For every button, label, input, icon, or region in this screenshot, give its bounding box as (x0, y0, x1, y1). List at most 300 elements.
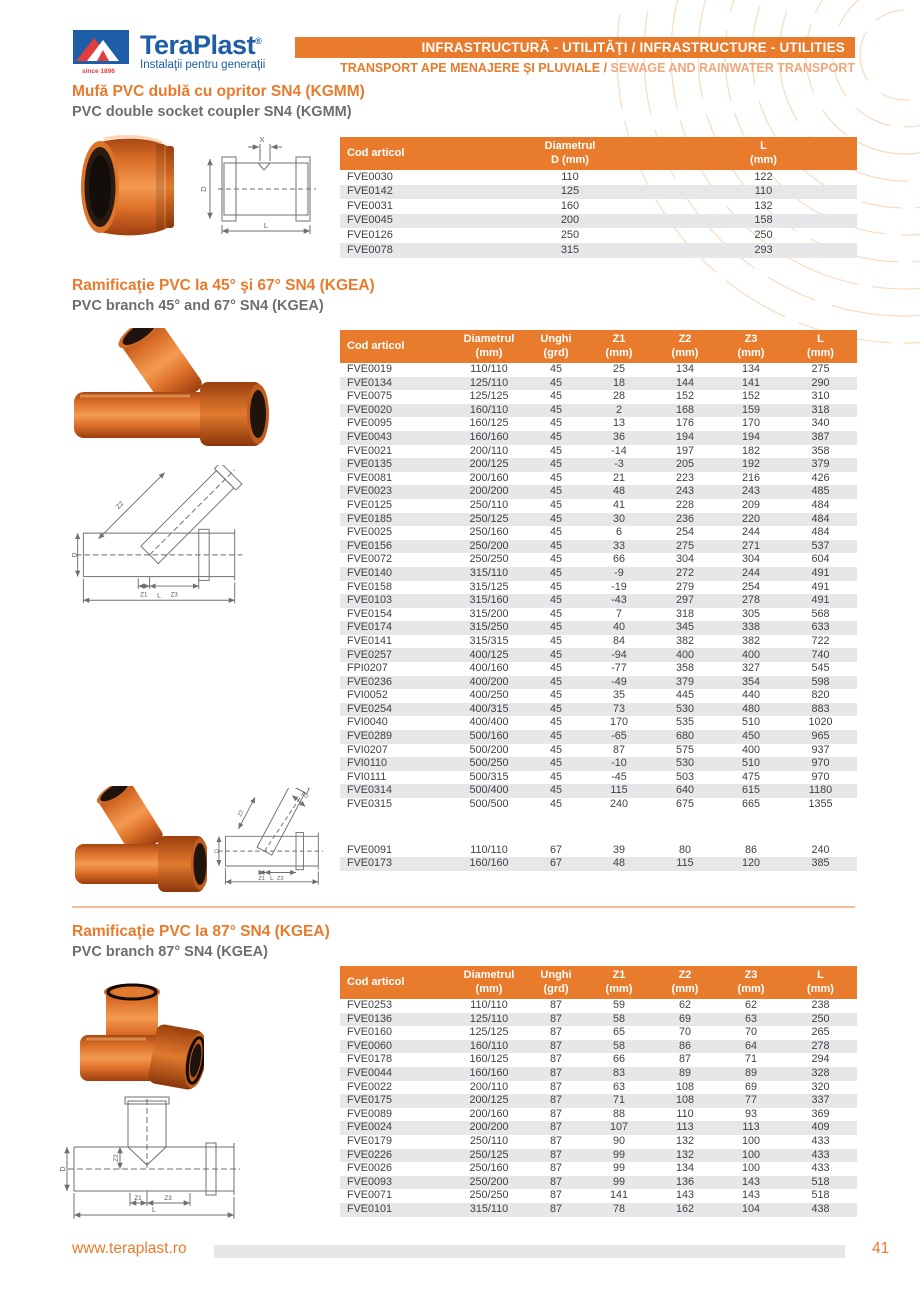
table-cell: 21 (612, 471, 625, 484)
table-row (340, 472, 857, 486)
table-cell: 87 (549, 1162, 562, 1175)
table-row (340, 1108, 857, 1122)
table-cell: 318 (811, 403, 830, 416)
table-cell: 110 (676, 1107, 694, 1120)
subbanner-en: SEWAGE AND RAINWATER TRANSPORT (610, 61, 855, 75)
table-row (340, 1094, 857, 1108)
table-cell: 45 (549, 634, 562, 647)
table-cell: 45 (549, 363, 562, 376)
table-cell: 84 (612, 634, 625, 647)
table-row (340, 199, 857, 214)
table-cell: 216 (741, 471, 760, 484)
table-cell: 293 (754, 243, 773, 256)
table-cell: 41 (612, 498, 625, 511)
table-cell: 45 (549, 662, 562, 675)
table-cell: 500/315 (469, 770, 509, 783)
table-cell: FVE0160 (347, 1026, 393, 1039)
header-subbanner (295, 61, 855, 75)
table-cell: 83 (612, 1067, 625, 1080)
table-cell: 45 (549, 716, 562, 729)
table-cell: 125/110 (469, 376, 509, 389)
column-header: Z3 (mm) (718, 330, 784, 363)
table-cell: 58 (612, 1039, 625, 1052)
table-cell: 45 (549, 580, 562, 593)
table-cell: 205 (675, 458, 694, 471)
table-cell: 475 (741, 770, 760, 783)
table-cell: 87 (549, 1012, 562, 1025)
table-cell: 125 (560, 185, 580, 198)
dimension-label: Z3 (276, 875, 284, 882)
logo-since: since 1896 (82, 68, 115, 75)
table-cell: 45 (549, 458, 562, 471)
table-cell: 265 (811, 1026, 830, 1039)
table-cell: 740 (811, 648, 830, 661)
table-row (340, 999, 857, 1013)
table-cell: 45 (549, 376, 562, 389)
table-cell: 87 (549, 1080, 562, 1093)
table-cell: -43 (611, 594, 627, 607)
table-cell: 400 (675, 648, 694, 661)
dimension-label: Z3 (170, 591, 178, 599)
table-cell: FVE0091 (347, 843, 393, 856)
table-cell: 484 (811, 512, 830, 525)
dimension-label: Z1 (134, 1195, 142, 1202)
table-cell: 99 (612, 1175, 625, 1188)
table-cell: 45 (549, 444, 562, 457)
table-cell: 400/250 (469, 689, 509, 702)
table-cell: 71 (612, 1094, 625, 1107)
table-cell: 100 (741, 1148, 760, 1161)
table-cell: 240 (609, 798, 628, 811)
table-cell: 170 (609, 716, 628, 729)
table-cell: 89 (678, 1067, 691, 1080)
table-cell: 78 (612, 1202, 625, 1215)
table-cell: 250 (754, 228, 773, 241)
table-cell: 484 (811, 498, 830, 511)
table-row (340, 214, 857, 229)
table-cell: 162 (675, 1202, 694, 1215)
table-cell: 491 (811, 566, 830, 579)
table-cell: 7 (615, 607, 622, 620)
table-cell: 503 (675, 770, 694, 783)
table-cell: 122 (754, 170, 773, 183)
table-cell: 433 (811, 1134, 830, 1147)
table-row (340, 499, 857, 513)
table-cell: 272 (675, 566, 694, 579)
table-cell: 182 (741, 444, 760, 457)
table-cell: FVE0185 (347, 512, 393, 525)
table-cell: 87 (549, 1175, 562, 1188)
table-cell: 158 (754, 214, 773, 227)
table-row (340, 784, 857, 798)
table-cell: 228 (675, 498, 694, 511)
table-cell: 134 (741, 363, 760, 376)
table-cell: 144 (675, 376, 694, 389)
column-header: Diametrul (mm) (452, 966, 526, 999)
table-cell: FVE0257 (347, 648, 393, 661)
table-cell: 108 (675, 1094, 694, 1107)
table-cell: FVE0135 (347, 458, 393, 471)
table-cell: FVE0154 (347, 607, 393, 620)
table-cell: 575 (675, 743, 694, 756)
table-cell: 400/400 (469, 716, 509, 729)
table-cell: 244 (741, 566, 760, 579)
table-cell: 87 (549, 1026, 562, 1039)
table-row (340, 1026, 857, 1040)
table-cell: -19 (611, 580, 627, 593)
table-cell: 500/200 (469, 743, 509, 756)
table-cell: FVE0026 (347, 1162, 393, 1175)
table-row (340, 431, 857, 445)
table-cell: 160/160 (469, 431, 509, 444)
branch45-diagram (67, 465, 252, 605)
table-cell: 387 (811, 431, 830, 444)
table-cell: 28 (612, 390, 625, 403)
table-row (340, 1013, 857, 1027)
table-row (340, 648, 857, 662)
table-cell: 275 (675, 539, 694, 552)
table-row (340, 1135, 857, 1149)
table-cell: 537 (811, 539, 830, 552)
table-cell: 120 (741, 857, 760, 870)
table-cell: 385 (811, 857, 830, 870)
table-cell: 160/125 (469, 1053, 509, 1066)
table-cell: 200/110 (469, 444, 509, 457)
table-cell: 722 (811, 634, 830, 647)
table-cell: FVI0110 (347, 757, 388, 770)
table-cell: 491 (811, 594, 830, 607)
table-cell: 67 (549, 857, 562, 870)
logo (72, 28, 265, 76)
table-cell: 633 (811, 621, 830, 634)
table-cell: 438 (811, 1202, 830, 1215)
table-cell: 615 (741, 784, 760, 797)
table-cell: 305 (741, 607, 760, 620)
table-cell: 170 (741, 417, 760, 430)
table-cell: 45 (549, 675, 562, 688)
table-cell: 35 (612, 689, 625, 702)
table-cell: 132 (675, 1134, 694, 1147)
table-cell: 250/125 (469, 512, 509, 525)
table-gap (340, 812, 857, 844)
table-cell: 70 (678, 1026, 691, 1039)
table-cell: FVE0103 (347, 594, 393, 607)
table-cell: 90 (612, 1134, 625, 1147)
table-cell: FVE0023 (347, 485, 393, 498)
table-cell: 104 (741, 1202, 760, 1215)
table-cell: 6 (615, 526, 622, 539)
table-cell: 86 (678, 1039, 691, 1052)
table-cell: 66 (612, 553, 625, 566)
table-cell: 200/200 (469, 1121, 509, 1134)
column-header: Z3 (mm) (718, 966, 784, 999)
table-cell: 89 (744, 1067, 757, 1080)
table-cell: FVE0226 (347, 1148, 393, 1161)
table-cell: 134 (675, 1162, 694, 1175)
table-cell: 238 (811, 999, 830, 1012)
table-row (340, 377, 857, 391)
table-cell: 1355 (808, 798, 833, 811)
table-cell: 45 (549, 498, 562, 511)
table-cell: 197 (675, 444, 694, 457)
table-cell: 279 (675, 580, 694, 593)
table-cell: 160/160 (469, 1067, 509, 1080)
table-cell: 143 (675, 1189, 694, 1202)
table-cell: 45 (549, 471, 562, 484)
table-row (340, 243, 857, 258)
column-header: Diametrul D (mm) (470, 137, 670, 170)
table-cell: 99 (612, 1162, 625, 1175)
table-cell: 93 (744, 1107, 757, 1120)
table-cell: 132 (754, 199, 773, 212)
footer-website: www.teraplast.ro (72, 1240, 187, 1257)
section-title-en: PVC double socket coupler SN4 (KGMM) (72, 104, 352, 120)
table-cell: 87 (678, 1053, 691, 1066)
table-row (340, 1121, 857, 1135)
column-header: Z1 (mm) (586, 966, 652, 999)
table-cell: 160/125 (469, 417, 509, 430)
table-cell: 271 (741, 539, 760, 552)
column-header: Cod articol (340, 137, 470, 170)
table-cell: -10 (611, 757, 627, 770)
branch67-diagram (210, 788, 330, 892)
header-row (340, 330, 857, 363)
table-cell: FVI0111 (347, 770, 387, 783)
dimension-label: L (270, 875, 274, 882)
table-cell: 530 (675, 757, 694, 770)
table-cell: 88 (612, 1107, 625, 1120)
table-cell: FVE0141 (347, 634, 393, 647)
table-cell: 400 (741, 648, 760, 661)
table-cell: 100 (741, 1134, 760, 1147)
table-cell: 568 (811, 607, 830, 620)
table-cell: 45 (549, 594, 562, 607)
table-cell: 45 (549, 403, 562, 416)
table-cell: 45 (549, 512, 562, 525)
table-cell: 13 (612, 417, 625, 430)
table-cell: 250/110 (469, 498, 509, 511)
table-cell: FVE0095 (347, 417, 393, 430)
table-cell: 400/315 (469, 702, 509, 715)
table-cell: 310 (811, 390, 830, 403)
table-cell: 315 (560, 243, 580, 256)
table-row (340, 1067, 857, 1081)
table-cell: 250/250 (469, 553, 509, 566)
brand-name: TeraPlast® (140, 30, 262, 60)
table-row (340, 553, 857, 567)
table-cell: FVE0136 (347, 1012, 393, 1025)
table-cell: 136 (675, 1175, 694, 1188)
table-cell: 379 (811, 458, 830, 471)
table-cell: 200 (560, 214, 580, 227)
table-cell: 250 (560, 228, 580, 241)
table-cell: 143 (741, 1175, 760, 1188)
table-cell: 400/160 (469, 662, 509, 675)
table-row (340, 404, 857, 418)
table-cell: 369 (811, 1107, 830, 1120)
table-cell: 87 (549, 1202, 562, 1215)
table-cell: 69 (678, 1012, 691, 1025)
table-cell: 604 (811, 553, 830, 566)
table-cell: 320 (811, 1080, 830, 1093)
table-cell: 970 (811, 770, 830, 783)
table-cell: 304 (675, 553, 694, 566)
table-cell: 1020 (808, 716, 833, 729)
table-cell: 33 (612, 539, 625, 552)
table-cell: 36 (612, 431, 625, 444)
table-cell: FVE0071 (347, 1189, 393, 1202)
table-cell: 500/500 (469, 798, 509, 811)
table-cell: 45 (549, 757, 562, 770)
table-cell: 820 (811, 689, 830, 702)
table-cell: 125/125 (469, 390, 509, 403)
table-cell: 30 (612, 512, 625, 525)
table-cell: 433 (811, 1148, 830, 1161)
header-row (340, 966, 857, 999)
table-cell: 315/315 (469, 634, 509, 647)
table-cell: 297 (675, 594, 694, 607)
dimension-label: Z1 (258, 875, 265, 882)
dimension-label: L (263, 221, 269, 230)
table-cell: FVE0045 (347, 214, 393, 227)
table-cell: 194 (741, 431, 760, 444)
table-cell: 192 (741, 458, 760, 471)
table-cell: FVE0020 (347, 403, 393, 416)
table-cell: 304 (741, 553, 760, 566)
table-cell: 176 (675, 417, 694, 430)
table-row (340, 703, 857, 717)
table-cell: 970 (811, 757, 830, 770)
table-cell: 87 (549, 999, 562, 1012)
brand-tagline: Instalaţii pentru generaţii (140, 59, 266, 71)
table-cell: 250/125 (469, 1148, 509, 1161)
table-row (340, 798, 857, 812)
table-cell: 45 (549, 784, 562, 797)
table-cell: FVE0158 (347, 580, 393, 593)
table-cell: 65 (612, 1026, 625, 1039)
table-cell: 113 (742, 1121, 760, 1134)
table-row (340, 1189, 857, 1203)
table-cell: 168 (675, 403, 694, 416)
table-cell: 45 (549, 770, 562, 783)
table-cell: 2 (615, 403, 622, 416)
table-cell: FVE0044 (347, 1067, 393, 1080)
table-cell: 937 (811, 743, 830, 756)
table-cell: 58 (612, 1012, 625, 1025)
table-cell: 327 (741, 662, 760, 675)
table-row (340, 757, 857, 771)
table-cell: 45 (549, 485, 562, 498)
table-cell: 220 (741, 512, 760, 525)
table-cell: 250/200 (469, 1175, 509, 1188)
table-cell: FVE0174 (347, 621, 393, 634)
table-cell: 45 (549, 390, 562, 403)
table-cell: 315/110 (469, 1202, 509, 1215)
table-cell: 87 (612, 743, 625, 756)
branch87-photo (76, 983, 204, 1095)
table-cell: FVE0022 (347, 1080, 393, 1093)
coupler-table (340, 137, 857, 258)
table-cell: 45 (549, 689, 562, 702)
table-cell: 275 (811, 363, 830, 376)
table-cell: FVE0021 (347, 444, 393, 457)
subbanner-ro: TRANSPORT APE MENAJERE ŞI PLUVIALE / (340, 61, 608, 75)
table-cell: 80 (678, 843, 691, 856)
table-cell: 209 (741, 498, 760, 511)
table-cell: 315/125 (469, 580, 509, 593)
table-cell: 87 (549, 1094, 562, 1107)
table-cell: 113 (676, 1121, 694, 1134)
table-cell: 358 (811, 444, 830, 457)
table-cell: FVE0254 (347, 702, 393, 715)
table-cell: 345 (675, 621, 694, 634)
table-cell: 500/400 (469, 784, 509, 797)
table-cell: 358 (675, 662, 694, 675)
table-cell: 141 (741, 376, 760, 389)
table-cell: 382 (675, 634, 694, 647)
table-row (340, 594, 857, 608)
table-cell: FVE0075 (347, 390, 393, 403)
column-header: Unghi (grd) (526, 966, 586, 999)
table-cell: 160/110 (469, 1039, 509, 1052)
table-cell: 500/160 (469, 730, 509, 743)
column-header: L (mm) (670, 137, 857, 170)
logo-text-block (140, 28, 265, 71)
table-row (340, 540, 857, 554)
column-header: L (mm) (784, 966, 857, 999)
column-header: L (mm) (784, 330, 857, 363)
table-cell: FVE0156 (347, 539, 393, 552)
table-cell: FVE0031 (347, 199, 393, 212)
table-cell: 450 (741, 730, 760, 743)
table-cell: 39 (612, 843, 625, 856)
table-cell: FVE0078 (347, 243, 393, 256)
table-cell: 110 (754, 185, 773, 198)
branch87-table (340, 966, 857, 1217)
table-row (340, 1053, 857, 1067)
table-row (340, 1162, 857, 1176)
table-cell: 445 (675, 689, 694, 702)
table-cell: 200/125 (469, 1094, 509, 1107)
table-cell: 48 (612, 857, 625, 870)
column-header: Z2 (mm) (652, 330, 718, 363)
table-cell: 294 (811, 1053, 830, 1066)
dimension-label: Z3 (164, 1195, 172, 1202)
table-cell: 100 (741, 1162, 760, 1175)
table-cell: 125/110 (469, 1012, 509, 1025)
table-cell: 64 (744, 1039, 757, 1052)
teraplast-logo-icon (72, 28, 130, 76)
table-cell: 132 (675, 1148, 694, 1161)
dimension-label: L (157, 592, 161, 600)
table-cell: FVE0024 (347, 1121, 393, 1134)
dimension-label: Z2 (237, 809, 246, 818)
table-cell: 66 (612, 1053, 625, 1066)
table-cell: 141 (609, 1189, 628, 1202)
table-cell: 665 (741, 798, 760, 811)
table-row (340, 390, 857, 404)
table-cell: FVI0052 (347, 689, 388, 702)
table-cell: 200/160 (469, 471, 509, 484)
table-cell: FVE0019 (347, 363, 393, 376)
header-banner: INFRASTRUCTURĂ - UTILITĂŢI / INFRASTRUCTURE - UTILITIES (295, 37, 855, 58)
table-cell: 530 (675, 702, 694, 715)
table-cell: 883 (811, 702, 830, 715)
section-title-ro: Ramificaţie PVC la 45° şi 67° SN4 (KGEA) (72, 277, 375, 294)
table-cell: 45 (549, 539, 562, 552)
table-cell: 400/125 (469, 648, 509, 661)
table-cell: 236 (675, 512, 694, 525)
